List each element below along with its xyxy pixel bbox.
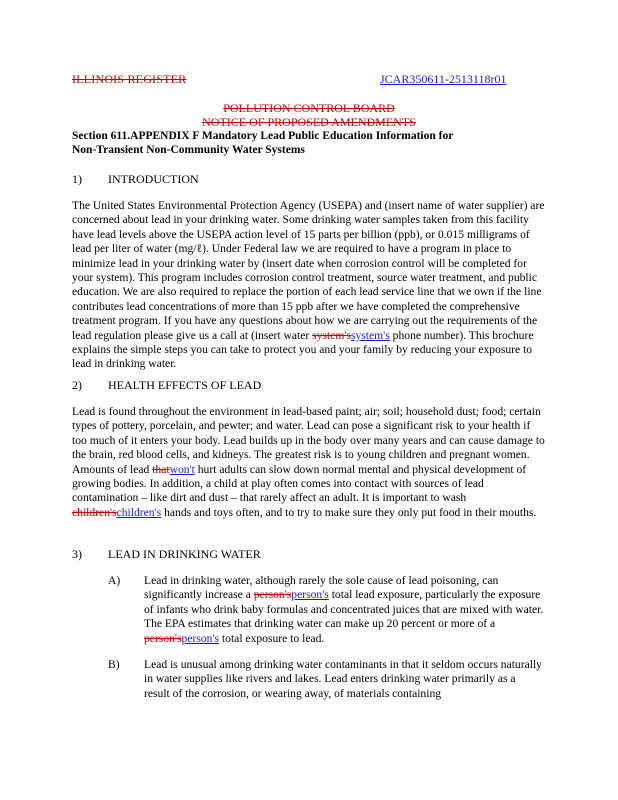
deleted-text: person's xyxy=(253,588,292,602)
inserted-text: person's xyxy=(291,588,329,602)
deleted-text: that xyxy=(152,462,170,476)
heading-number: 2) xyxy=(72,378,82,392)
section-title xyxy=(72,129,552,157)
heading-introduction xyxy=(72,172,199,187)
item-label: B) xyxy=(108,658,120,671)
text-run: Lead is found throughout the environment in lead-based paint; air; soil; household dust; food; certain types of pottery, porcelain, and pewter; and water. Lead can pose a significant risk to your health if too much of it enters your body. Lead builds up in the body over many years and can cause damage to the brain, red blood cells, and kidneys. The greatest risk is to young children and pregnant women. Amounts of lead xyxy=(72,405,545,476)
heading-text: HEALTH EFFECTS OF LEAD xyxy=(108,378,262,392)
inserted-text: children's xyxy=(116,505,162,519)
deleted-text: system's xyxy=(312,328,351,342)
heading-text: INTRODUCTION xyxy=(108,172,199,186)
text-run: hands and toys often, and to try to make sure they only put food in their mouths. xyxy=(161,505,537,519)
text-run: Lead is unusual among drinking water contaminants in that it seldom occurs naturally in water supplies like rivers and lakes. Lead enters drinking water primarily as a result of the corrosion, or wearing away, of materials containing xyxy=(144,658,542,700)
text-run: phone number). This brochure explains the simple steps you can take to protect you and your family by reducing your exposure to lead in drinking water. xyxy=(72,328,534,371)
register-header: ILLINOIS REGISTER xyxy=(72,72,187,86)
section-title-line-1: Section 611.APPENDIX F Mandatory Lead Public Education Information for xyxy=(72,130,454,142)
inserted-text: person's xyxy=(181,631,220,645)
heading-health-effects xyxy=(72,378,261,393)
text-run: Lead in drinking water, although rarely the sole cause of lead poisoning, can significantly increase a xyxy=(144,574,499,602)
section-title-line-2: Non-Transient Non-Community Water Systems xyxy=(72,144,305,156)
item-text xyxy=(144,658,544,701)
heading-lead-in-water xyxy=(72,547,261,562)
introduction-paragraph xyxy=(72,199,546,372)
heading-number: 1) xyxy=(72,172,82,186)
inserted-text: won't xyxy=(169,462,195,476)
notice-title: NOTICE OF PROPOSED AMENDMENTS xyxy=(202,115,416,129)
inserted-text: system's xyxy=(350,328,390,342)
deleted-text: person's xyxy=(144,631,182,645)
text-run: total lead exposure, particularly the exposure of infants who drink baby formulas and concentrated juices that are mixed with water. The EPA estimates that drinking water can make up 20 percent or more of a xyxy=(144,588,544,631)
text-run: hurt adults can slow down normal mental and physical development of growing bodies. In addition, a child at play often comes into contact with sources of lead contamination – like dirt and dust – that rarely affect an adult. It is important to wash xyxy=(72,462,527,505)
deleted-text: children's xyxy=(72,505,117,519)
item-text xyxy=(144,574,544,646)
item-label: A) xyxy=(108,574,121,587)
jcar-code: JCAR350611-2513118r01 xyxy=(380,72,507,86)
text-run: The United States Environmental Protection Agency (USEPA) and (insert name of water supplier) are concerned about lead in your drinking water. Some drinking water samples taken from this facility have lead levels above the USEPA action level of 15 parts per billion (ppb), or 0.015 milligrams of lead per liter of water (mg/ℓ). Under Federal law we are required to have a program in place to minimize lead in your drinking water by (insert date when corrosion control will be completed for your system). This program includes corrosion control treatment, source water treatment, and public education. We are also required to replace the portion of each lead service line that we own if the line contributes lead concentrations of more than 15 ppb after we have completed the comprehensive treatment program. If you have any questions about how we are carrying out the requirements of the lead regulation please give us a call at (insert water xyxy=(72,199,545,342)
heading-text: LEAD IN DRINKING WATER xyxy=(108,547,261,561)
heading-number: 3) xyxy=(72,547,82,561)
board-name: POLLUTION CONTROL BOARD xyxy=(223,101,395,115)
text-run: total exposure to lead. xyxy=(219,631,325,645)
health-effects-paragraph xyxy=(72,405,546,520)
